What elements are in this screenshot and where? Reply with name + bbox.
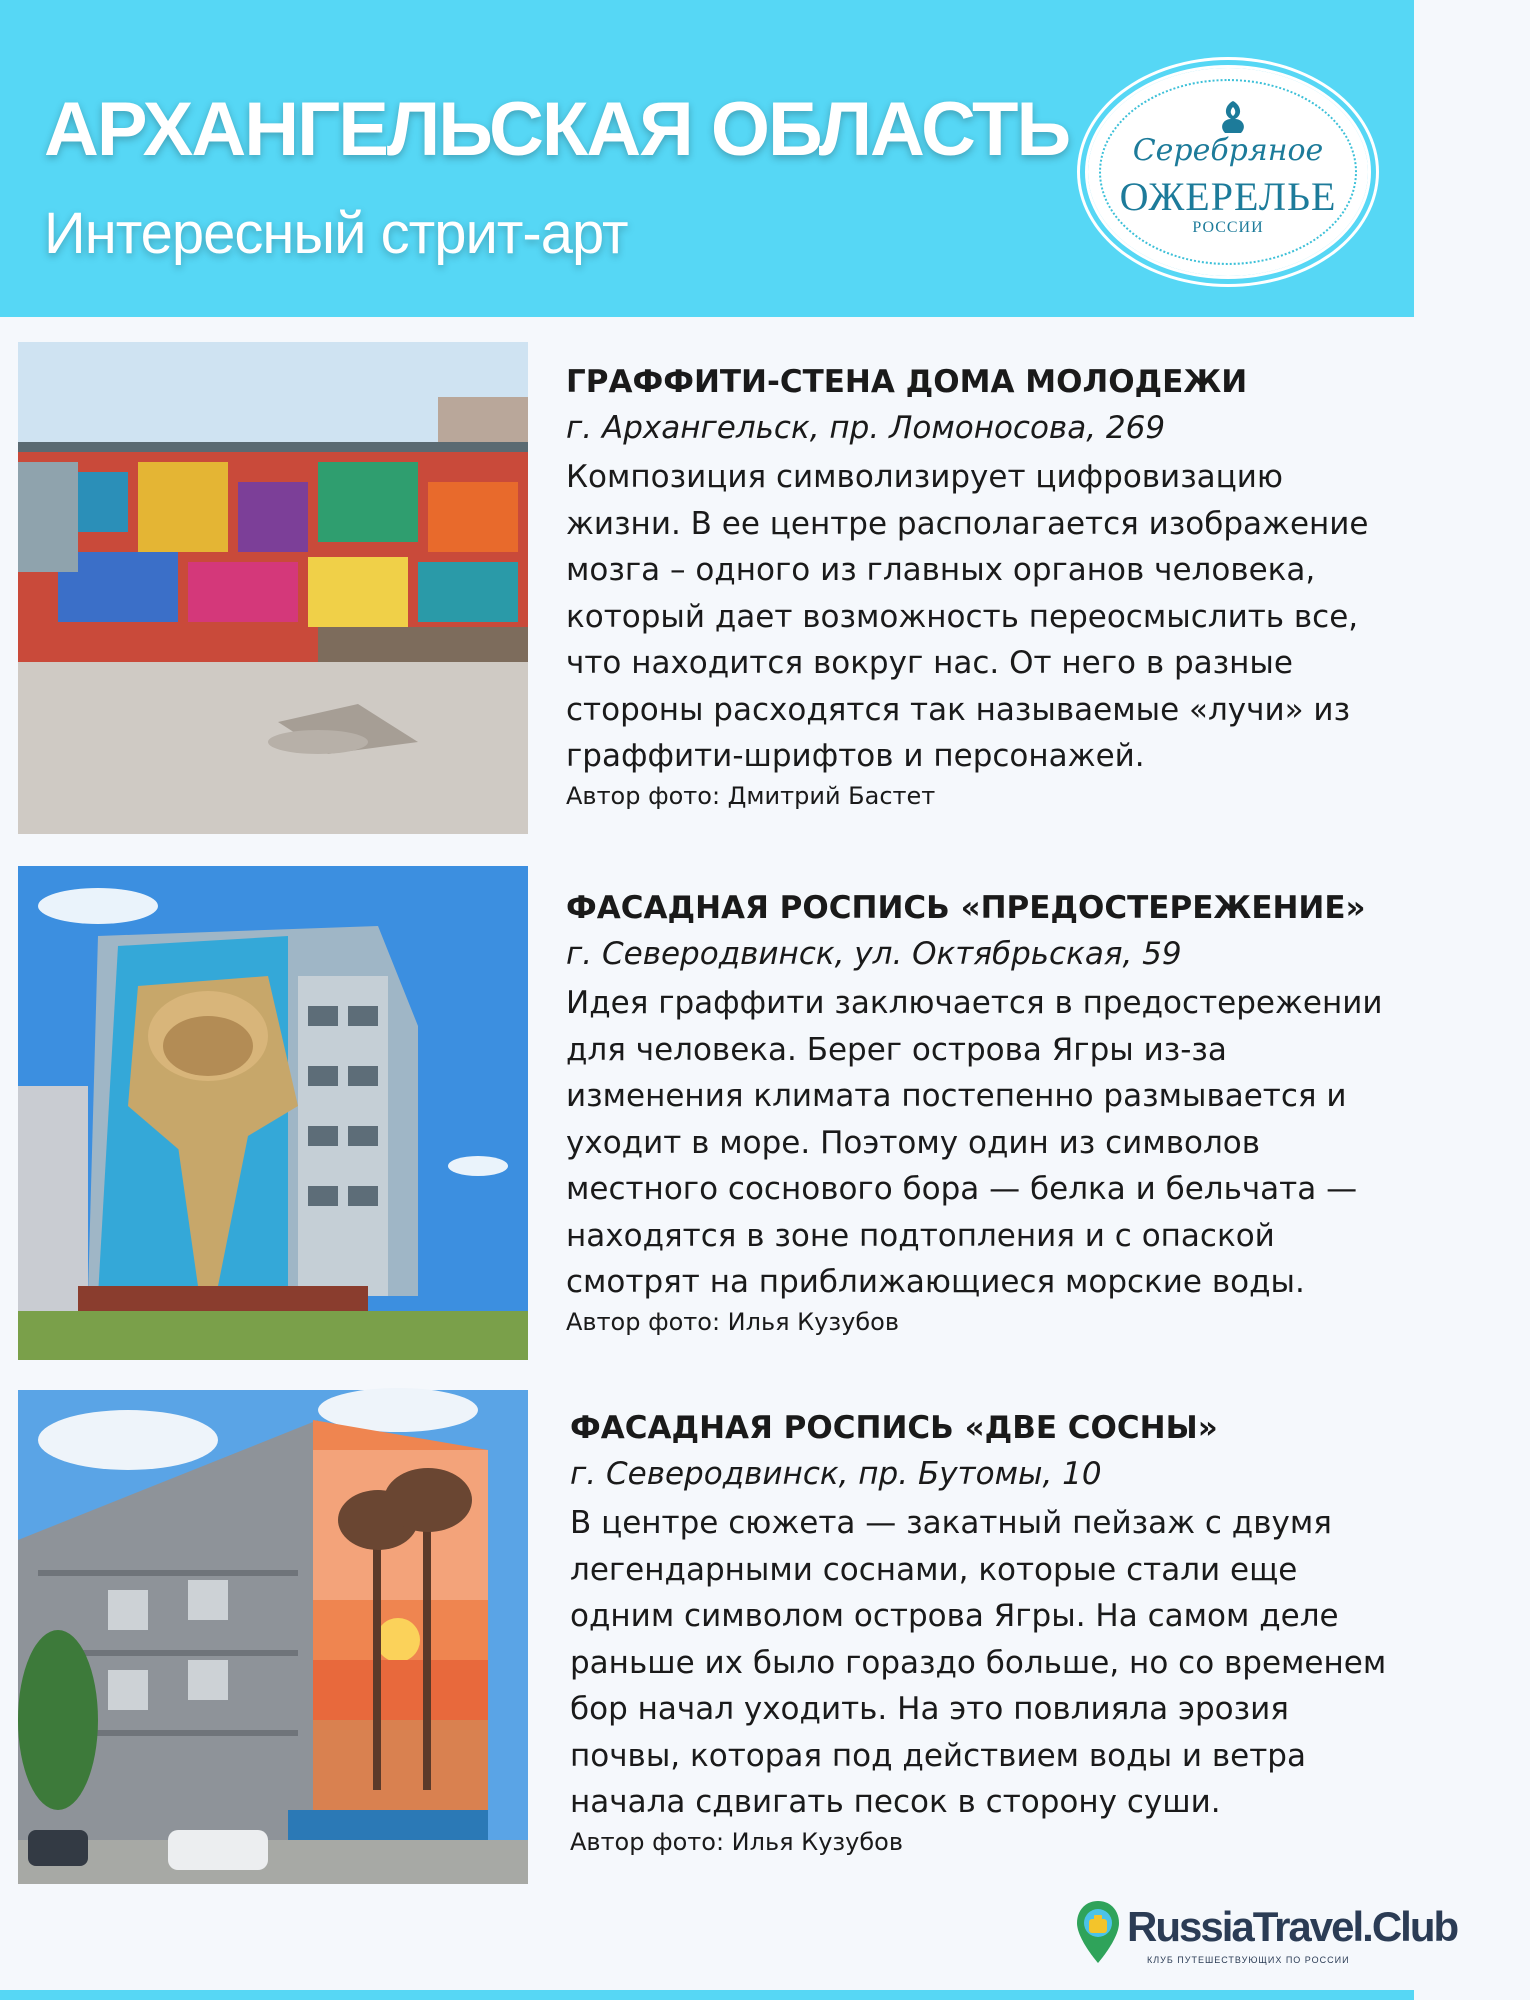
russiatravel-club-logo (1075, 1895, 1458, 1975)
logo-main-text: ОЖЕРЕЛЬЕ (1119, 174, 1337, 219)
item-description (570, 1500, 1530, 1826)
silver-necklace-logo (1088, 68, 1368, 276)
item-description (566, 980, 1526, 1306)
swan-emblem-icon (1211, 97, 1255, 137)
photo-squirrel-mural (18, 866, 528, 1360)
photo-credit: Автор фото: Илья Кузубов (566, 1308, 900, 1336)
footer-tagline: КЛУБ ПУТЕШЕСТВУЮЩИХ ПО РОССИИ (1147, 1955, 1350, 1965)
description-line: жизни. В ее центре располагается изображение (566, 505, 1369, 542)
description-line: что находится вокруг нас. От него в разные (566, 645, 1293, 681)
photo-graffiti-wall (18, 342, 528, 834)
description-line: В центре сюжета — закатный пейзаж с двумя (570, 1505, 1332, 1541)
item-address: г. Северодвинск, пр. Бутомы, 10 (570, 1456, 1102, 1492)
description-line: Композиция символизирует цифровизацию (566, 459, 1284, 495)
description-line: уходит в море. Поэтому один из символов (566, 1124, 1261, 1161)
item-address: г. Архангельск, пр. Ломоносова, 269 (566, 410, 1166, 446)
description-line: легендарными соснами, которые стали еще (570, 1551, 1298, 1588)
item-title: ФАСАДНАЯ РОСПИСЬ «ДВЕ СОСНЫ» (570, 1410, 1218, 1446)
description-line: смотрят на приближающиеся морские воды. (566, 1264, 1305, 1300)
logo-script-text: Серебряное (1132, 133, 1324, 168)
description-line: Идея граффити заключается в предостережении (566, 985, 1383, 1021)
item-description (566, 454, 1526, 780)
description-line: изменения климата постепенно размывается и (566, 1078, 1347, 1114)
description-line: находятся в зоне подтопления и с опаской (566, 1217, 1275, 1254)
description-line: для человека. Берег острова Ягры из-за (566, 1031, 1227, 1068)
description-line: который дает возможность переосмыслить все, (566, 598, 1359, 635)
description-line: местного соснового бора — белка и бельчата — (566, 1171, 1358, 1207)
photo-credit: Автор фото: Дмитрий Бастет (566, 782, 936, 810)
description-line: одним символом острова Ягры. На самом деле (570, 1598, 1339, 1634)
description-line: начала сдвигать песок в сторону суши. (570, 1784, 1221, 1820)
item-title: ГРАФФИТИ-СТЕНА ДОМА МОЛОДЕЖИ (566, 364, 1248, 400)
header-banner (0, 0, 1414, 317)
description-line: граффити-шрифтов и персонажей. (566, 738, 1145, 774)
page-title: АРХАНГЕЛЬСКАЯ ОБЛАСТЬ (44, 87, 1070, 172)
travel-globe-icon (1075, 1899, 1121, 1965)
photo-credit: Автор фото: Илья Кузубов (570, 1828, 904, 1856)
description-line: раньше их было гораздо больше, но со временем (570, 1644, 1387, 1681)
item-title: ФАСАДНАЯ РОСПИСЬ «ПРЕДОСТЕРЕЖЕНИЕ» (566, 890, 1366, 926)
description-line: стороны расходятся так называемые «лучи» из (566, 691, 1351, 728)
photo-two-pines-mural (18, 1390, 528, 1884)
item-address: г. Северодвинск, ул. Октябрьская, 59 (566, 936, 1182, 972)
description-line: почвы, которая под действием воды и ветра (570, 1737, 1306, 1774)
description-line: мозга – одного из главных органов человека, (566, 552, 1316, 588)
bottom-accent-bar (0, 1990, 1414, 2000)
description-line: бор начал уходить. На это повлияла эрозия (570, 1691, 1289, 1727)
footer-brand-text: RussiaTravel.Club (1127, 1903, 1458, 1950)
page-subtitle: Интересный стрит-арт (44, 201, 628, 266)
logo-small-text: РОССИИ (1192, 219, 1264, 236)
